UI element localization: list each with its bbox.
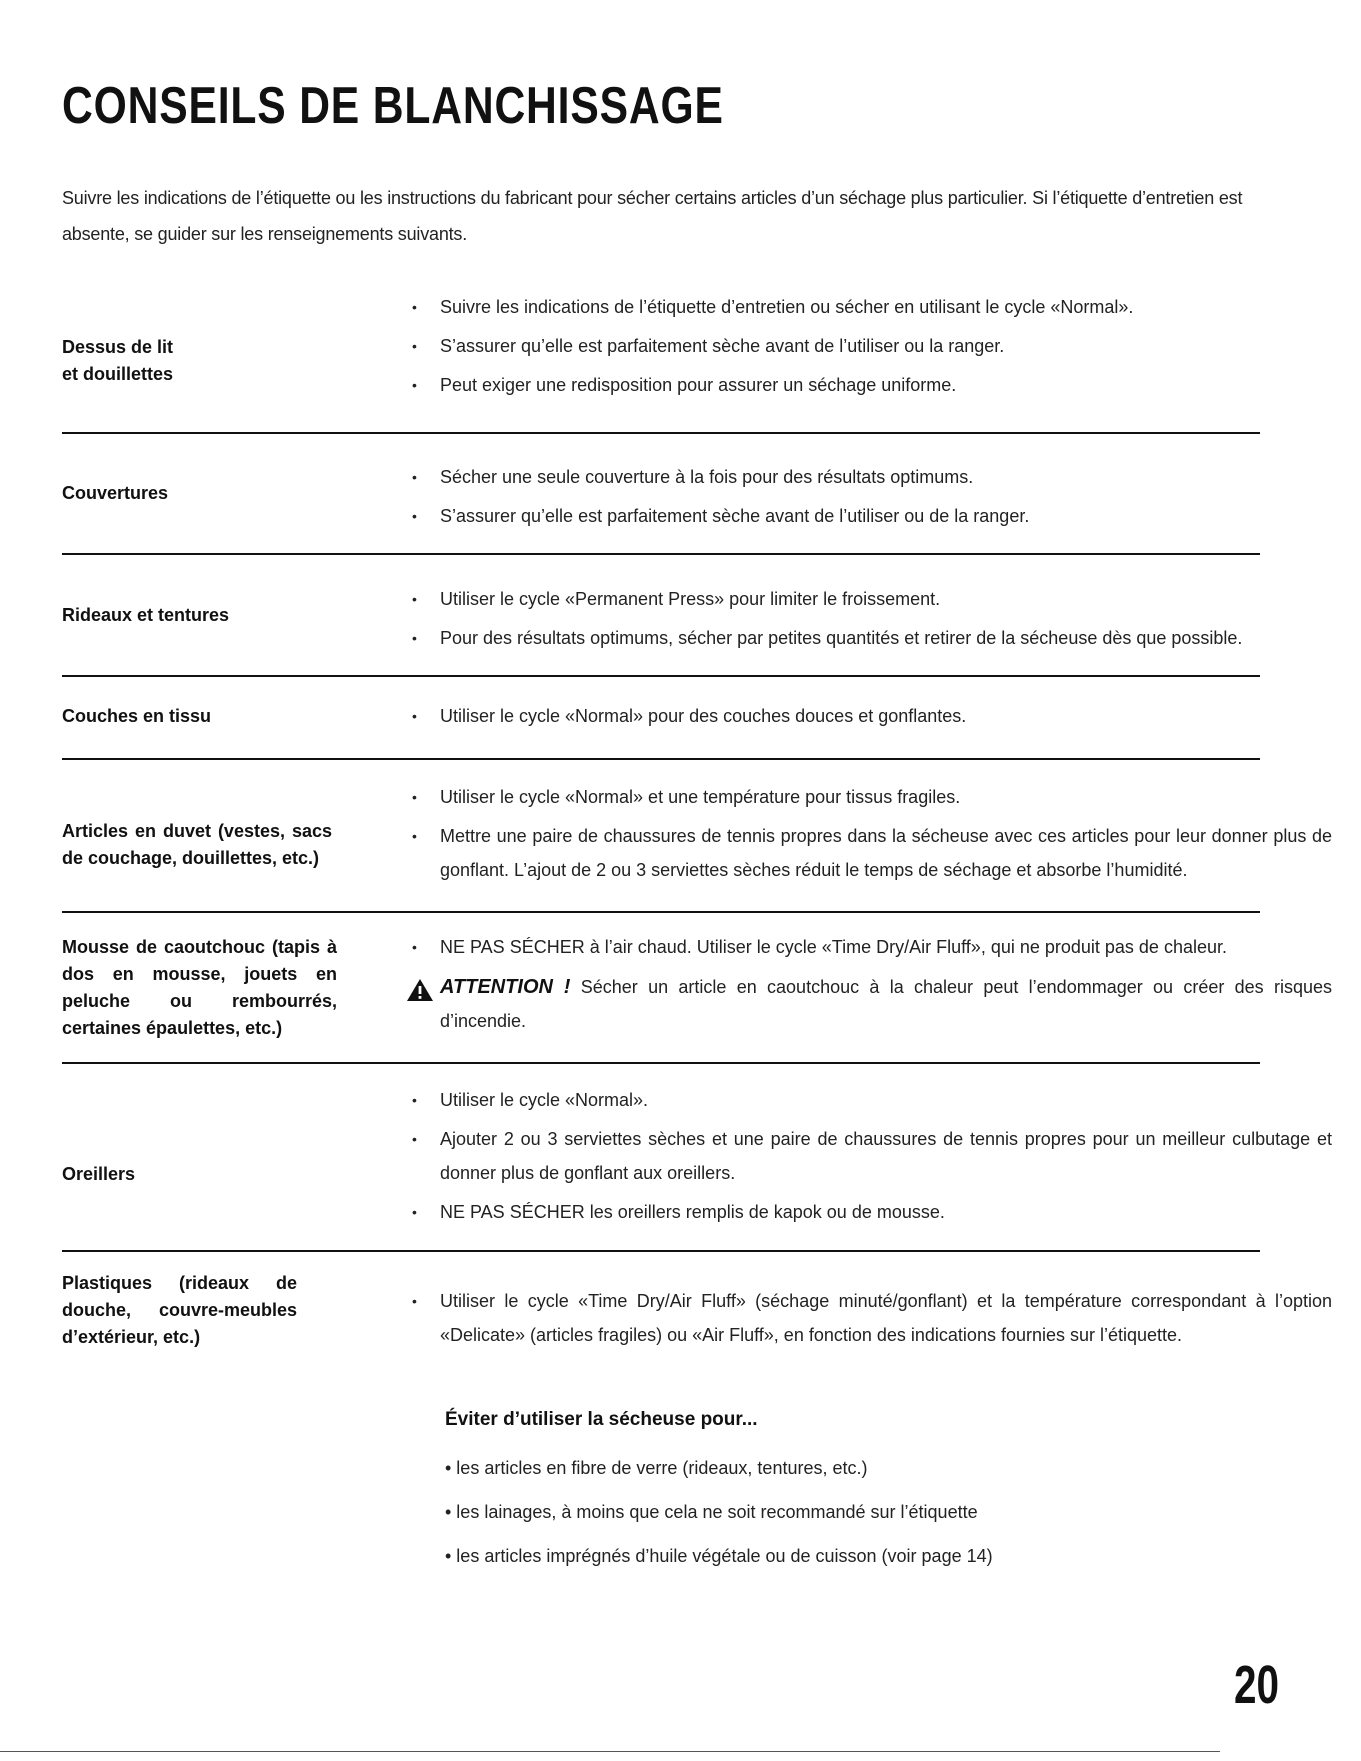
bullet-icon: •: [412, 591, 417, 607]
row-label: Articles en duvet (vestes, sacs de couchage, douillettes, etc.): [62, 821, 332, 868]
list-item: • les articles imprégnés d’huile végétale ou de cuisson (voir page 14): [445, 1546, 993, 1566]
bullet-icon: •: [412, 1204, 417, 1220]
bullet-icon: •: [412, 469, 417, 485]
page-number: 20: [1233, 1655, 1279, 1715]
list-item: • Utiliser le cycle «Time Dry/Air Fluff» (séchage minuté/gonflant) et la température correspondant à l’option «Delicate» (articles fragiles) ou «Air Fluff», en fonction des indications fournies sur l’étiquette.: [412, 1284, 1332, 1352]
avoid-heading: Éviter d’utiliser la sécheuse pour...: [445, 1409, 758, 1430]
list-item: • Sécher une seule couverture à la fois pour des résultats optimums.: [412, 460, 1332, 494]
attention-warning: [412, 970, 1332, 1038]
row-label: Dessus de lit et douillettes: [62, 337, 174, 384]
warning-triangle-icon: [406, 978, 434, 1002]
row-label: Couches en tissu: [62, 706, 212, 726]
page-title: CONSEILS DE BLANCHISSAGE: [62, 77, 724, 135]
row-divider: [62, 675, 1260, 677]
instruction-list: [412, 930, 1332, 969]
bullet-icon: •: [412, 789, 417, 805]
row-divider: [62, 758, 1260, 760]
list-item: • Mettre une paire de chaussures de tennis propres dans la sécheuse avec ces articles pour leur donner plus de gonflant. L’ajout de 2 ou 3 serviettes sèches réduit le temps de séchage et absorbe l’humidité.: [412, 819, 1332, 887]
avoid-section: [445, 1400, 1245, 1578]
footer-rule: [0, 1751, 1220, 1752]
instruction-list: [412, 1083, 1332, 1234]
row-divider: [62, 1250, 1260, 1252]
list-item: • Ajouter 2 ou 3 serviettes sèches et une paire de chaussures de tennis propres pour un meilleur culbutage et donner plus de gonflant aux oreillers.: [412, 1122, 1332, 1190]
instruction-list: [412, 290, 1332, 407]
list-item: • Peut exiger une redisposition pour assurer un séchage uniforme.: [412, 368, 1332, 402]
row-divider: [62, 432, 1260, 434]
bullet-icon: •: [412, 338, 417, 354]
list-item: • NE PAS SÉCHER les oreillers remplis de kapok ou de mousse.: [412, 1195, 1332, 1229]
row-divider: [62, 553, 1260, 555]
bullet-icon: •: [412, 508, 417, 524]
list-item: • les lainages, à moins que cela ne soit recommandé sur l’étiquette: [445, 1502, 978, 1522]
attention-text: Sécher un article en caoutchouc à la chaleur peut l’endommager ou créer des risques d’incendie.: [440, 977, 1332, 1031]
list-item: • NE PAS SÉCHER à l’air chaud. Utiliser le cycle «Time Dry/Air Fluff», qui ne produit pas de chaleur.: [412, 930, 1332, 964]
instruction-list: [412, 699, 1332, 738]
list-item: • Pour des résultats optimums, sécher par petites quantités et retirer de la sécheuse dès que possible.: [412, 621, 1332, 655]
row-label: Rideaux et tentures: [62, 605, 230, 625]
bullet-icon: •: [412, 299, 417, 315]
intro-paragraph: Suivre les indications de l’étiquette ou les instructions du fabricant pour sécher certains articles d’un séchage plus particulier. Si l’étiquette d’entretien est absente, se guider sur les renseignements suivants.: [62, 188, 1243, 244]
row-label: Mousse de caoutchouc (tapis à dos en mousse, jouets en peluche ou rembourrés, certaines épaulettes, etc.): [62, 937, 337, 1038]
row-divider: [62, 1062, 1260, 1064]
list-item: • S’assurer qu’elle est parfaitement sèche avant de l’utiliser ou de la ranger.: [412, 499, 1332, 533]
bullet-icon: •: [412, 939, 417, 955]
row-label: Couvertures: [62, 483, 169, 503]
bullet-icon: •: [412, 377, 417, 393]
bullet-icon: •: [412, 708, 417, 724]
bullet-icon: •: [412, 630, 417, 646]
instruction-list: [412, 1284, 1332, 1357]
list-item: • Suivre les indications de l’étiquette d’entretien ou sécher en utilisant le cycle «Normal».: [412, 290, 1332, 324]
instruction-list: [412, 460, 1332, 538]
bullet-icon: •: [412, 1131, 417, 1147]
list-item: • Utiliser le cycle «Permanent Press» pour limiter le froissement.: [412, 582, 1332, 616]
list-item: • Utiliser le cycle «Normal» pour des couches douces et gonflantes.: [412, 699, 1332, 733]
list-item: • Utiliser le cycle «Normal».: [412, 1083, 1332, 1117]
instruction-list: [412, 780, 1332, 892]
row-label: Oreillers: [62, 1164, 136, 1184]
instruction-list: [412, 582, 1332, 660]
list-item: • les articles en fibre de verre (rideaux, tentures, etc.): [445, 1458, 868, 1478]
list-item: • S’assurer qu’elle est parfaitement sèche avant de l’utiliser ou la ranger.: [412, 329, 1332, 363]
row-divider: [62, 911, 1260, 913]
avoid-list: [445, 1446, 1245, 1578]
bullet-icon: •: [412, 828, 417, 844]
attention-word: ATTENTION !: [440, 976, 571, 998]
bullet-icon: •: [412, 1092, 417, 1108]
list-item: • Utiliser le cycle «Normal» et une température pour tissus fragiles.: [412, 780, 1332, 814]
row-label: Plastiques (rideaux de douche, couvre-meubles d’extérieur, etc.): [62, 1273, 297, 1347]
bullet-icon: •: [412, 1293, 417, 1309]
